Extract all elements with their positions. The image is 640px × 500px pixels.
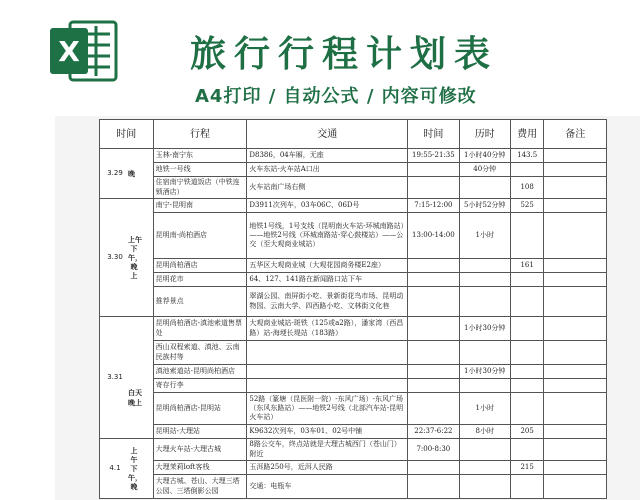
transport-cell[interactable] <box>247 379 408 393</box>
time-cell[interactable]: 19:55-21:35 <box>408 149 459 163</box>
note-cell[interactable] <box>544 461 607 475</box>
time-cell[interactable]: 22:37-6:22 <box>408 425 459 439</box>
note-cell[interactable] <box>544 259 607 273</box>
cost-cell[interactable] <box>510 475 544 499</box>
date-cell[interactable]: 3.31 <box>107 372 123 381</box>
date-cell[interactable]: 3.30 <box>107 252 123 261</box>
time-cell[interactable] <box>408 379 459 393</box>
transport-cell[interactable]: 52路（篆塘（昆医附一院）-东风广场）-东风广场（东风东路站）——地铁2号线（北部汽车站-昆明火车站） <box>247 393 408 425</box>
duration-cell[interactable] <box>459 273 510 287</box>
time-cell[interactable] <box>408 393 459 425</box>
cost-cell[interactable] <box>510 273 544 287</box>
time-cell[interactable]: 13:00-14:00 <box>408 213 459 259</box>
duration-cell[interactable] <box>459 341 510 365</box>
time-cell[interactable] <box>408 259 459 273</box>
table-row <box>100 365 607 379</box>
duration-cell[interactable]: 1小时 <box>459 393 510 425</box>
note-cell[interactable] <box>544 439 607 461</box>
route-cell[interactable]: 昆明花市 <box>153 273 247 287</box>
route-cell[interactable]: 大理火车站-大理古城 <box>153 439 247 461</box>
time-cell[interactable] <box>408 317 459 341</box>
col-header-route[interactable]: 行程 <box>153 120 247 149</box>
page-title: 旅行行程计划表 <box>190 34 499 75</box>
duration-cell[interactable] <box>459 177 510 199</box>
time-cell[interactable] <box>408 341 459 365</box>
time-cell[interactable] <box>408 163 459 177</box>
route-cell[interactable]: 大理茉莉loft客栈 <box>153 461 247 475</box>
route-cell[interactable]: 大理古城、苍山、大理三塔公园、三塔倒影公园 <box>153 475 247 499</box>
period-cell[interactable]: 下午，晚上 <box>128 243 142 281</box>
note-cell[interactable] <box>544 163 607 177</box>
route-cell[interactable]: 昆明站-大理站 <box>153 425 247 439</box>
time-cell[interactable] <box>408 365 459 379</box>
itinerary-table <box>99 119 607 499</box>
table-row <box>100 149 607 163</box>
route-cell[interactable]: 滇池索道站-昆明尚柏酒店 <box>153 365 247 379</box>
transport-cell[interactable]: 8路公交车，终点站就是大理古城西门（苍山门）附近 <box>247 439 408 461</box>
period-cell[interactable]: 晚 <box>128 168 135 178</box>
col-header-transport[interactable]: 交通 <box>247 120 408 149</box>
duration-cell[interactable]: 1小时40分钟 <box>459 149 510 163</box>
route-cell[interactable]: 南宁-昆明南 <box>153 199 247 213</box>
time-cell[interactable] <box>408 287 459 317</box>
duration-cell[interactable]: 1小时30分钟 <box>459 365 510 379</box>
route-cell[interactable]: 西山双程索道、滇池、云南民族村等 <box>153 341 247 365</box>
cost-cell[interactable]: 161 <box>510 259 544 273</box>
transport-cell[interactable]: 五华区大观商业城（大观花园商务楼E2座） <box>247 259 408 273</box>
duration-cell[interactable] <box>459 259 510 273</box>
note-cell[interactable] <box>544 273 607 287</box>
cost-cell[interactable]: 215 <box>510 461 544 475</box>
transport-cell[interactable]: K9632次列车，03车01、02号中铺 <box>247 425 408 439</box>
note-cell[interactable] <box>544 199 607 213</box>
note-cell[interactable] <box>544 393 607 425</box>
cost-cell[interactable] <box>510 213 544 259</box>
transport-cell[interactable]: 64、127、141路在新闻路口站下车 <box>247 273 408 287</box>
duration-cell[interactable] <box>459 287 510 317</box>
period-cell[interactable]: 下午，晚 <box>128 463 142 492</box>
time-cell[interactable]: 7:15-12:00 <box>408 199 459 213</box>
note-cell[interactable] <box>544 365 607 379</box>
table-row <box>100 177 607 199</box>
time-cell[interactable] <box>408 177 459 199</box>
col-header-time[interactable]: 时间 <box>100 120 154 149</box>
table-row <box>100 317 607 341</box>
duration-cell[interactable]: 5小时52分钟 <box>459 199 510 213</box>
excel-logo-icon <box>48 16 120 86</box>
period-cell[interactable]: 白天 <box>128 388 142 398</box>
note-cell[interactable] <box>544 149 607 163</box>
table-row <box>100 273 607 287</box>
transport-cell[interactable]: 火车站南广场右侧 <box>247 177 408 199</box>
note-cell[interactable] <box>544 425 607 439</box>
note-cell[interactable] <box>544 317 607 341</box>
transport-cell[interactable]: D3911次列车，03车06C、06D号 <box>247 199 408 213</box>
route-cell[interactable]: 玉林-南宁东 <box>153 149 247 163</box>
duration-cell[interactable] <box>459 475 510 499</box>
transport-cell[interactable] <box>247 341 408 365</box>
period-cell[interactable]: 晚上 <box>128 397 142 407</box>
duration-cell[interactable]: 40分钟 <box>459 163 510 177</box>
transport-cell[interactable]: 交通：电瓶车 <box>247 475 408 499</box>
time-cell[interactable] <box>408 461 459 475</box>
route-cell[interactable]: 昆明南-尚柏酒店 <box>153 213 247 259</box>
duration-cell[interactable]: 8小时 <box>459 425 510 439</box>
table-row <box>100 199 607 213</box>
col-header-cost[interactable]: 费用 <box>510 120 544 149</box>
table-row <box>100 287 607 317</box>
transport-cell[interactable]: 大观商业城站-斑铁（125或a2路），潘家湾（西昌路）站-海埂长堤站（183路） <box>247 317 408 341</box>
page-subtitle: A4打印 / 自动公式 / 内容可修改 <box>195 86 477 107</box>
cost-cell[interactable]: 143.5 <box>510 149 544 163</box>
duration-cell[interactable] <box>459 379 510 393</box>
duration-cell[interactable] <box>459 439 510 461</box>
table-row <box>100 163 607 177</box>
svg-text:X: X <box>58 35 80 68</box>
cost-cell[interactable] <box>510 163 544 177</box>
period-cell[interactable]: 上午 <box>130 445 138 464</box>
route-cell[interactable]: 昆明尚柏酒店-滇池索道售票处 <box>153 317 247 341</box>
table-row <box>100 425 607 439</box>
route-cell[interactable]: 昆明尚柏酒店-昆明站 <box>153 393 247 425</box>
note-cell[interactable] <box>544 379 607 393</box>
time-cell[interactable] <box>408 273 459 287</box>
cost-cell[interactable] <box>510 317 544 341</box>
cost-cell[interactable]: 108 <box>510 177 544 199</box>
date-cell[interactable]: 4.1 <box>109 463 121 472</box>
table-row <box>100 439 607 461</box>
duration-cell[interactable] <box>459 461 510 475</box>
cost-cell[interactable] <box>510 439 544 461</box>
cost-cell[interactable] <box>510 365 544 379</box>
cost-cell[interactable]: 205 <box>510 425 544 439</box>
transport-cell[interactable]: 地铁1号线，1号支线（昆明南火车站-环城南路站）——地铁2号线（环城南路站-穿心鼓楼站）——公交（至大观商业城站） <box>247 213 408 259</box>
transport-cell[interactable]: 玉洱路250号，近洱人民路 <box>247 461 408 475</box>
transport-cell[interactable]: 火车东站-火车站A口出 <box>247 163 408 177</box>
transport-cell[interactable] <box>247 365 408 379</box>
table-header-row <box>100 120 607 149</box>
note-cell[interactable] <box>544 177 607 199</box>
time-cell[interactable]: 7:00-8:30 <box>408 439 459 461</box>
header-banner <box>0 0 640 115</box>
cost-cell[interactable] <box>510 379 544 393</box>
duration-cell[interactable]: 1小时 <box>459 213 510 259</box>
table-row <box>100 379 607 393</box>
route-cell[interactable]: 昆明尚柏酒店 <box>153 259 247 273</box>
cost-cell[interactable] <box>510 341 544 365</box>
route-cell[interactable]: 寄存行李 <box>153 379 247 393</box>
route-cell[interactable]: 推荐景点 <box>153 287 247 317</box>
col-header-note[interactable]: 备注 <box>544 120 607 149</box>
table-row <box>100 213 607 259</box>
route-cell[interactable]: 住宿南宁铁道饭店（中铁连锁酒店） <box>153 177 247 199</box>
note-cell[interactable] <box>544 475 607 499</box>
date-cell[interactable]: 3.29 <box>107 168 123 177</box>
duration-cell[interactable]: 1小时30分钟 <box>459 317 510 341</box>
table-row <box>100 259 607 273</box>
col-header-duration[interactable]: 历时 <box>459 120 510 149</box>
table-row <box>100 461 607 475</box>
cost-cell[interactable] <box>510 393 544 425</box>
table-row <box>100 341 607 365</box>
transport-cell[interactable]: 翠湖公园、南屏街小吃、景新街花鸟市场、昆明动物园、云南大学、四西路小吃、文林街文化巷 <box>247 287 408 317</box>
period-cell[interactable]: 上午 <box>128 234 142 244</box>
note-cell[interactable] <box>544 213 607 259</box>
route-cell[interactable]: 地铁一号线 <box>153 163 247 177</box>
cost-cell[interactable]: 525 <box>510 199 544 213</box>
note-cell[interactable] <box>544 341 607 365</box>
table-row <box>100 393 607 425</box>
document-sheet <box>55 116 640 500</box>
table-row <box>100 475 607 499</box>
cost-cell[interactable] <box>510 287 544 317</box>
note-cell[interactable] <box>544 287 607 317</box>
time-cell[interactable] <box>408 475 459 499</box>
col-header-clock[interactable]: 时间 <box>408 120 459 149</box>
transport-cell[interactable]: D8386，04车厢，无座 <box>247 149 408 163</box>
